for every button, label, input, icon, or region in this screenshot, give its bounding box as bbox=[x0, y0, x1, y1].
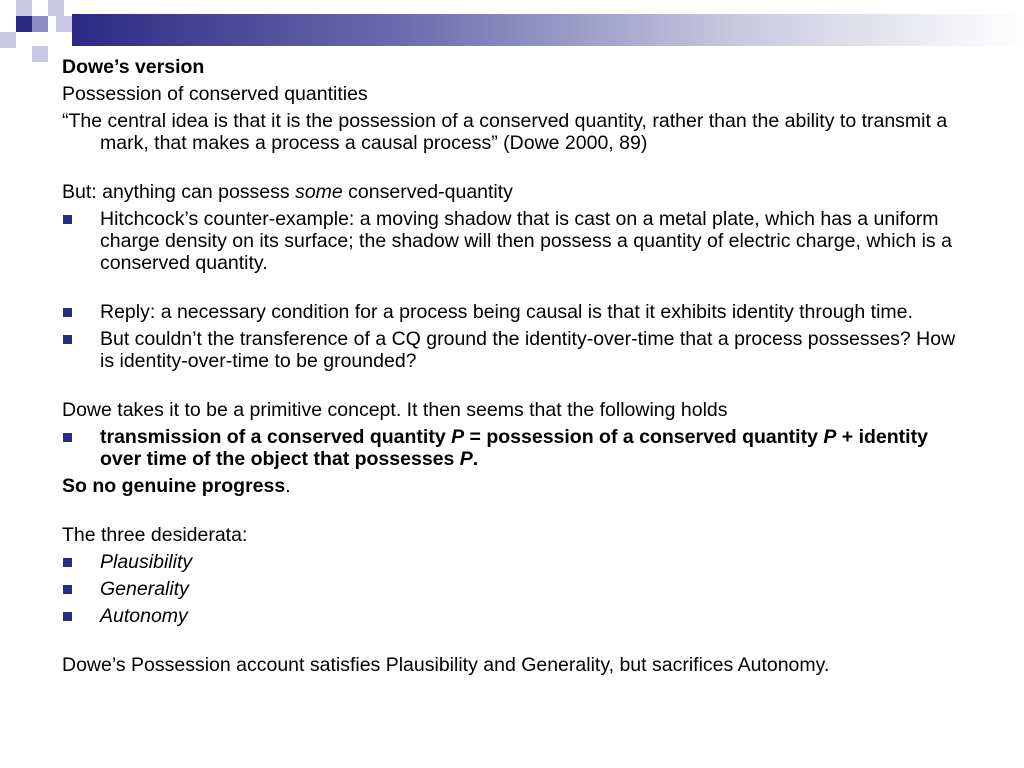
text-part: transmission of a conserved quantity bbox=[100, 426, 452, 448]
list-item-text: Hitchcock’s counter-example: a moving shadow that is cast on a metal plate, which has a uniform charge density on its surface; the shadow will then possess a quantity of electric charge, which is a conserved quantity. bbox=[100, 208, 952, 274]
list-item bbox=[62, 605, 972, 627]
spacer bbox=[62, 627, 972, 654]
conclusion-paragraph: Dowe’s Possession account satisfies Plausibility and Generality, but sacrifices Autonomy. bbox=[62, 654, 830, 676]
decor-square bbox=[0, 32, 16, 48]
spacer bbox=[62, 274, 972, 301]
decor-square bbox=[48, 0, 64, 16]
list-item-text: Reply: a necessary condition for a process being causal is that it exhibits identity through time. bbox=[100, 301, 913, 323]
spacer bbox=[62, 154, 972, 181]
list-item bbox=[62, 578, 972, 600]
variable: P bbox=[459, 448, 473, 470]
square-bullet-icon bbox=[63, 335, 72, 344]
but-intro-suffix: conserved-quantity bbox=[342, 181, 513, 203]
decor-square bbox=[56, 16, 72, 32]
variable: P bbox=[823, 426, 837, 448]
no-progress-line bbox=[62, 475, 972, 497]
list-item bbox=[62, 301, 972, 323]
desiderata-intro: The three desiderata: bbox=[62, 524, 248, 546]
but-intro bbox=[62, 181, 972, 203]
list-item-text: But couldn’t the transference of a CQ ground the identity-over-time that a process possesses? How is identity-over-time to be grounded? bbox=[100, 328, 956, 372]
but-intro-emphasis: some bbox=[295, 181, 343, 203]
variable: P bbox=[451, 426, 465, 448]
list-item bbox=[62, 208, 972, 274]
subheading: Possession of conserved quantities bbox=[62, 83, 368, 105]
square-bullet-icon bbox=[63, 308, 72, 317]
primitive-paragraph: Dowe takes it to be a primitive concept. It then seems that the following holds bbox=[62, 399, 728, 421]
spacer bbox=[62, 372, 972, 399]
square-bullet-icon bbox=[63, 215, 72, 224]
decor-square bbox=[32, 46, 48, 62]
text-part: = possession of a conserved quantity bbox=[464, 426, 824, 448]
no-progress-suffix: . bbox=[285, 475, 291, 497]
list-item bbox=[62, 551, 972, 573]
square-bullet-icon bbox=[63, 558, 72, 567]
slide-heading: Dowe’s version bbox=[62, 56, 205, 78]
bold-bullet-text bbox=[100, 426, 928, 470]
text-part: . bbox=[472, 448, 479, 470]
but-intro-prefix: But: anything can possess bbox=[62, 181, 296, 203]
square-bullet-icon bbox=[63, 433, 72, 442]
square-bullet-icon bbox=[63, 612, 72, 621]
list-item bbox=[62, 426, 972, 470]
square-bullet-icon bbox=[63, 585, 72, 594]
quote-paragraph: “The central idea is that it is the possession of a conserved quantity, rather than the ability to transmit a mark, that makes a process a causal process” (Dowe 2000, 89) bbox=[62, 110, 948, 154]
list-item bbox=[62, 328, 972, 372]
desideratum-text: Autonomy bbox=[100, 605, 188, 627]
desideratum-text: Generality bbox=[100, 578, 189, 600]
no-progress-bold: So no genuine progress bbox=[62, 475, 286, 497]
spacer bbox=[62, 497, 972, 524]
header-gradient-bar bbox=[72, 14, 1024, 46]
decor-square bbox=[16, 16, 32, 32]
decor-square bbox=[32, 16, 48, 32]
desideratum-text: Plausibility bbox=[100, 551, 193, 573]
text-part: + identity over time of the object that possesses bbox=[100, 426, 928, 470]
decor-square bbox=[16, 0, 32, 16]
slide-body bbox=[62, 56, 972, 676]
